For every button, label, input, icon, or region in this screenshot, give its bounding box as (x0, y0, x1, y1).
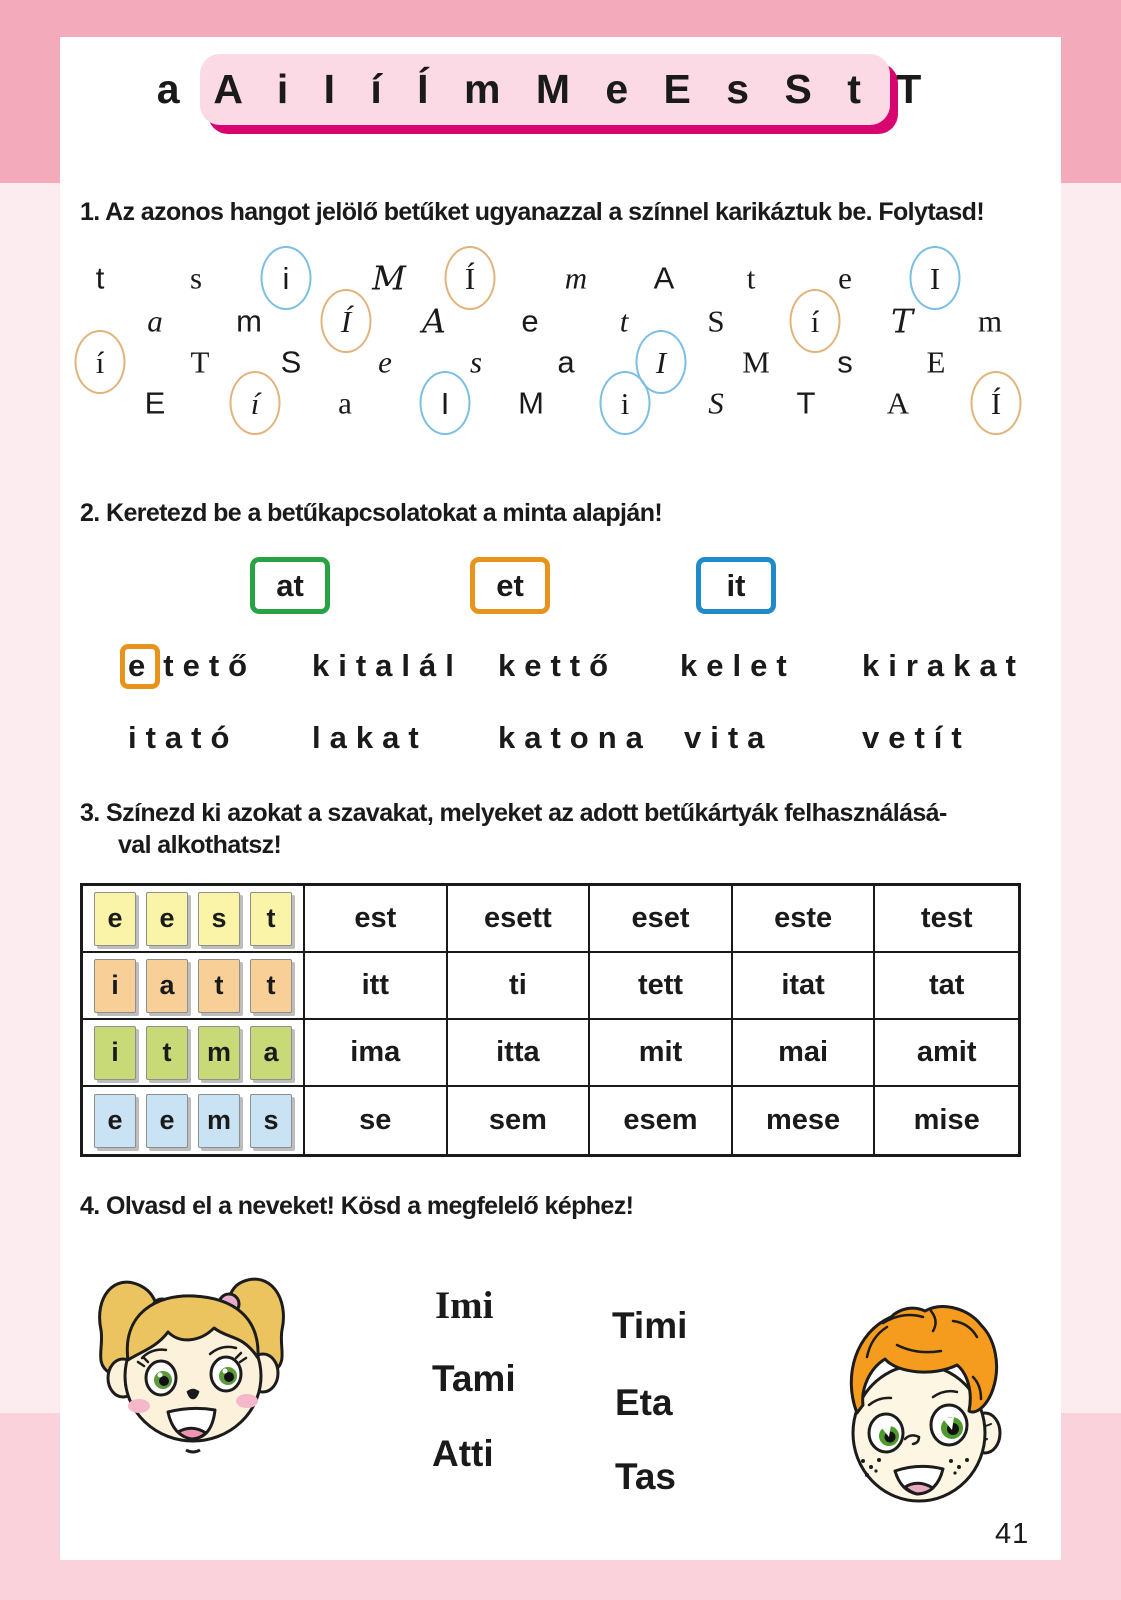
frame-left-mid (0, 183, 60, 1413)
exercise-2-word: kelet (680, 648, 796, 683)
exercise-2-word: kettő (498, 648, 618, 683)
letter-card: i (94, 1026, 136, 1080)
exercise-2-word: katona (498, 720, 652, 755)
letter: e (378, 344, 392, 380)
letter: M (518, 385, 544, 421)
exercise-4-heading: 4. Olvasd el a neveket! Kösd a megfelelő képhez! (80, 1192, 634, 1220)
letter: A (653, 260, 675, 296)
letter-card: e (94, 1094, 136, 1148)
letter-card: t (198, 959, 240, 1013)
exercise-2-word: vetít (862, 720, 971, 755)
exercise-2-word: kirakat (862, 648, 1025, 683)
frame-right-mid (1061, 183, 1121, 1413)
word-cell: mit (590, 1020, 733, 1087)
circled-letter: I (420, 371, 471, 435)
circled-letter: i (261, 246, 312, 310)
word-cell: ti (448, 953, 591, 1020)
word-cell: mai (733, 1020, 876, 1087)
letter: A (422, 301, 446, 341)
word-cell: itat (733, 953, 876, 1020)
word-cell: eset (590, 886, 733, 953)
letter-cards-cell (83, 886, 305, 953)
exercise-2-word: lakat (312, 720, 428, 755)
letter: s (837, 344, 853, 380)
letter-cards-cell (83, 953, 305, 1020)
name-timi: Timi (612, 1305, 688, 1346)
word-cell: ima (305, 1020, 448, 1087)
word-cell: sem (448, 1087, 591, 1154)
exercise-1-heading: 1. Az azonos hangot jelölő betűket ugyanazzal a színnel karikáztuk be. Folytasd! (80, 198, 985, 226)
word-cell: mese (733, 1087, 876, 1154)
word-cell: itt (305, 953, 448, 1020)
sample-box-et: et (470, 557, 550, 614)
girl-face-image (84, 1254, 302, 1467)
letter-card: t (250, 959, 292, 1013)
letter: A (886, 385, 910, 421)
letter-set-title-box (156, 54, 934, 125)
exercise-2-word: e tető (124, 648, 256, 685)
circled-letter: Í (445, 246, 496, 310)
letter: E (926, 344, 946, 380)
letter-set-title: a A i I í Í m M e E s S t T (156, 66, 934, 112)
letter: M (742, 344, 770, 380)
letter: a (338, 385, 352, 421)
circled-letter: í (230, 371, 281, 435)
letter: T (796, 385, 816, 421)
exercise-2-heading: 2. Keretezd be a betűkapcsolatokat a minta alapján! (80, 499, 663, 527)
letter: S (708, 385, 724, 421)
letter-card: s (250, 1094, 292, 1148)
word-cell: esett (448, 886, 591, 953)
circled-letter: Í (321, 289, 372, 353)
boxed-letter: e (120, 644, 160, 689)
name-imi: Imi (435, 1284, 494, 1327)
word-cell: se (305, 1087, 448, 1154)
word-cell: mise (913, 1104, 980, 1136)
letter: S (707, 303, 725, 339)
letter-cards-cell (83, 1087, 305, 1154)
letter: S (280, 344, 302, 380)
name-eta: Eta (615, 1382, 673, 1423)
word-cell: itta (448, 1020, 591, 1087)
circled-letter: I (636, 330, 687, 394)
letter: m (977, 303, 1003, 339)
exercise-2-word: itató (128, 720, 239, 755)
letter-card: e (146, 1094, 188, 1148)
frame-left-top (0, 37, 60, 183)
word-cell: tat (875, 953, 1018, 1020)
letter-card: e (146, 892, 188, 946)
circled-letter: í (75, 330, 126, 394)
frame-bottom-bar (0, 1560, 1121, 1600)
word-cell: este (733, 886, 876, 953)
letter: m (564, 260, 588, 296)
letter: t (619, 303, 629, 339)
letter-card: i (94, 959, 136, 1013)
word-cell: tett (590, 953, 733, 1020)
exercise-2-word: kitalál (312, 648, 463, 683)
word-cell: esem (590, 1087, 733, 1154)
circled-letter: í (790, 289, 841, 353)
letter-card: s (198, 892, 240, 946)
page-number: 41 (995, 1518, 1030, 1550)
letter-cards-cell (83, 1020, 305, 1087)
frame-right-top (1061, 37, 1121, 183)
word-cell: est (305, 886, 448, 953)
circled-letter: I (910, 246, 961, 310)
letter: t (95, 260, 105, 296)
word-cell: amit (875, 1020, 1018, 1087)
letter: T (890, 301, 914, 341)
word-cell: test (875, 886, 1018, 953)
letter: m (236, 303, 262, 339)
letter-card: a (250, 1026, 292, 1080)
letter-card: t (250, 892, 292, 946)
letter: t (746, 260, 756, 296)
sample-box-it: it (696, 557, 776, 614)
sample-box-at: at (250, 557, 330, 614)
letter-card: a (146, 959, 188, 1013)
letter-card: m (198, 1094, 240, 1148)
letter: E (144, 385, 166, 421)
letter: a (147, 303, 163, 339)
boy-face-image (833, 1281, 1015, 1534)
exercise-2-word: vita (684, 720, 774, 755)
frame-top-bar (0, 0, 1121, 37)
letter: s (189, 260, 203, 296)
letter: e (838, 260, 852, 296)
exercise-3-heading-line1: 3. Színezd ki azokat a szavakat, melyeket az adott betűkártyák felhasználásá- (80, 799, 947, 827)
exercise-3-heading-line2: val alkothatsz! (118, 831, 282, 859)
exercise-3-table (80, 883, 1021, 1157)
name-tas: Tas (615, 1456, 677, 1497)
letter: e (521, 303, 539, 339)
name-atti: Atti (432, 1433, 494, 1474)
letter: T (190, 344, 210, 380)
letter-card: e (94, 892, 136, 946)
letter-card: t (146, 1026, 188, 1080)
letter: M (372, 258, 406, 298)
letter: s (469, 344, 483, 380)
letter: a (557, 344, 575, 380)
letter-card: m (198, 1026, 240, 1080)
circled-letter: Í (971, 371, 1022, 435)
name-tami: Tami (432, 1358, 516, 1399)
circled-letter: i (600, 371, 651, 435)
